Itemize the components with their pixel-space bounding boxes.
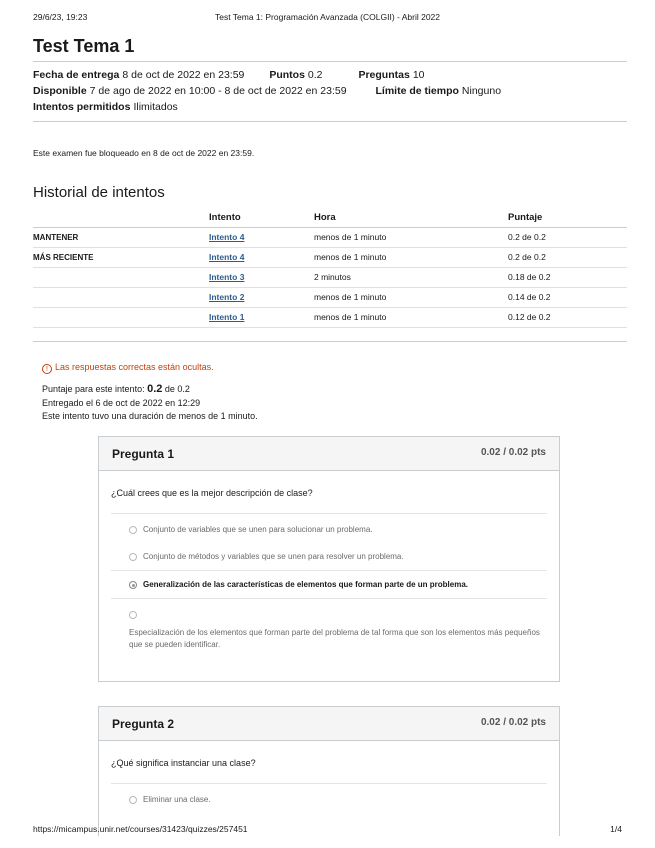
page-number: 1/4 (610, 824, 622, 834)
attempt-score-line (42, 383, 258, 397)
radio-icon[interactable] (129, 526, 137, 534)
attempt-link[interactable]: Intento 4 (209, 252, 245, 262)
attempt-history-table (33, 208, 627, 328)
duration-line: Este intento tuvo una duración de menos de 1 minuto. (42, 411, 258, 421)
table-row (33, 267, 627, 287)
radio-icon[interactable] (129, 553, 137, 561)
question-title: Pregunta 1 (112, 447, 175, 461)
points-label: Puntos (269, 69, 305, 81)
score-suffix: de 0.2 (164, 384, 190, 394)
attempt-link[interactable]: Intento 1 (209, 312, 245, 322)
locked-notice: Este examen fue bloqueado en 8 de oct de 2022 en 23:59. (33, 148, 255, 158)
questions-value: 10 (412, 69, 425, 81)
column-header (33, 208, 209, 227)
column-header-time: Hora (314, 208, 508, 227)
divider (111, 783, 547, 784)
hidden-answers-notice (42, 362, 214, 374)
answer-option[interactable] (99, 516, 559, 543)
answer-option[interactable] (99, 599, 559, 660)
column-header-attempt: Intento (209, 208, 314, 227)
answer-option-text: Generalización de las características de elementos que forman parte de un problema. (143, 580, 469, 589)
table-header-row (33, 208, 627, 227)
attempt-time: menos de 1 minuto (314, 287, 508, 307)
table-row (33, 307, 627, 327)
time-limit-label: Límite de tiempo (375, 85, 459, 97)
answer-option-text: Eliminar una clase. (143, 795, 211, 804)
question-title: Pregunta 2 (112, 717, 175, 731)
row-label (33, 267, 209, 287)
warning-icon: ! (42, 364, 52, 374)
page-title: Test Tema 1 (33, 36, 135, 56)
attempt-score: 0.18 de 0.2 (508, 267, 627, 287)
attempt-link[interactable]: Intento 2 (209, 292, 245, 302)
question-text: ¿Qué significa instanciar una clase? (111, 758, 256, 768)
quiz-meta-row-2 (33, 85, 501, 97)
attempt-score: 0.12 de 0.2 (508, 307, 627, 327)
questions-label: Preguntas (358, 69, 410, 81)
score-value: 0.2 (147, 383, 163, 395)
question-header (99, 707, 559, 741)
table-row (33, 227, 627, 247)
attempt-time: menos de 1 minuto (314, 227, 508, 247)
column-header-score: Puntaje (508, 208, 627, 227)
divider (33, 341, 627, 342)
points-value: 0.2 (307, 69, 323, 81)
answer-option-text: Conjunto de métodos y variables que se unen para resolver un problema. (143, 552, 404, 561)
due-value: 8 de oct de 2022 en 23:59 (122, 69, 245, 81)
submitted-line: Entregado el 6 de oct de 2022 en 12:29 (42, 397, 201, 408)
time-limit-value: Ninguno (461, 85, 502, 97)
attempt-summary (42, 383, 258, 424)
divider (33, 121, 627, 122)
attempt-score: 0.2 de 0.2 (508, 247, 627, 267)
available-value: 7 de ago de 2022 en 10:00 - 8 de oct de 2022 en 23:59 (89, 85, 347, 97)
answer-option-text: Especialización de los elementos que forman parte del problema de tal forma que son los elementos más pequeños que se pueden identificar. (129, 628, 540, 649)
print-datetime: 29/6/23, 19:23 (33, 12, 88, 22)
radio-icon[interactable] (129, 796, 137, 804)
radio-icon[interactable] (129, 611, 137, 619)
hidden-answers-text: Las respuestas correctas están ocultas. (55, 362, 214, 372)
attempt-time: menos de 1 minuto (314, 247, 508, 267)
attempts-label: Intentos permitidos (33, 101, 131, 113)
available-label: Disponible (33, 85, 87, 97)
answer-option-selected[interactable] (99, 571, 559, 598)
table-row (33, 247, 627, 267)
question-card-2 (98, 706, 560, 836)
row-label (33, 287, 209, 307)
row-label: MÁS RECIENTE (33, 247, 209, 267)
score-prefix: Puntaje para este intento: (42, 384, 145, 394)
question-text: ¿Cuál crees que es la mejor descripción de clase? (111, 488, 313, 498)
quiz-meta-row-1 (33, 69, 425, 81)
row-label (33, 307, 209, 327)
question-header (99, 437, 559, 471)
question-points: 0.02 / 0.02 pts (480, 717, 546, 728)
table-row (33, 287, 627, 307)
divider (33, 61, 627, 62)
attempt-time: menos de 1 minuto (314, 307, 508, 327)
due-label: Fecha de entrega (33, 69, 120, 81)
attempt-link[interactable]: Intento 3 (209, 272, 245, 282)
print-doc-title: Test Tema 1: Programación Avanzada (COLGII) - Abril 2022 (214, 12, 441, 22)
quiz-meta-row-3 (33, 101, 178, 113)
row-label: MANTENER (33, 227, 209, 247)
attempts-value: Ilimitados (133, 101, 178, 113)
attempt-score: 0.2 de 0.2 (508, 227, 627, 247)
answer-option[interactable] (99, 786, 559, 813)
divider (111, 513, 547, 514)
radio-selected-icon[interactable] (129, 581, 137, 589)
attempt-time: 2 minutos (314, 267, 508, 287)
print-footer (33, 824, 622, 834)
attempt-score: 0.14 de 0.2 (508, 287, 627, 307)
print-header (33, 12, 622, 24)
footer-url: https://micampus.unir.net/courses/31423/quizzes/257451 (33, 824, 248, 834)
answer-option-text: Conjunto de variables que se unen para solucionar un problema. (143, 525, 373, 534)
question-points: 0.02 / 0.02 pts (480, 447, 546, 458)
history-title: Historial de intentos (33, 184, 165, 201)
attempt-link[interactable]: Intento 4 (209, 232, 245, 242)
answer-option[interactable] (99, 543, 559, 570)
question-card-1 (98, 436, 560, 682)
